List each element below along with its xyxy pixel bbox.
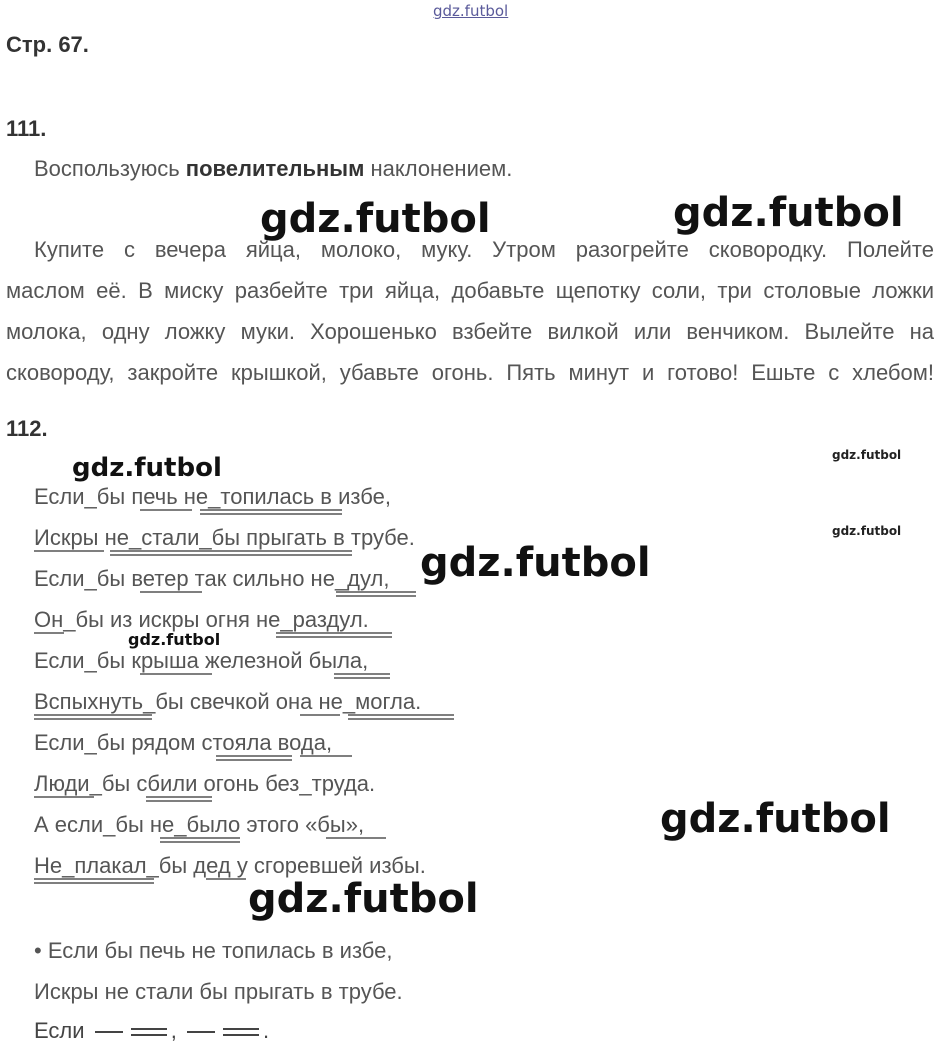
poem-line: Если_бы ветер так сильно не_дул, — [34, 566, 390, 591]
paragraph-line: сковороду, закройте крышкой, убавьте огонь. Пять минут и готово! Ешьте с хлебом! — [6, 360, 934, 385]
scheme-word: Если — [34, 1018, 85, 1043]
predicate-mark — [223, 1028, 259, 1036]
poem-line: Вспыхнуть_бы свечкой она не_могла. — [34, 689, 422, 714]
scheme-line: • Если бы печь не топилась в избе, — [34, 938, 393, 963]
intro-text: наклонением. — [364, 156, 513, 181]
intro-bold: повелительным — [185, 156, 365, 181]
poem-line: Не_плакал_бы дед у сгоревшей избы. — [34, 853, 426, 878]
watermark: gdz.futbol — [260, 196, 491, 242]
paragraph-line: Купите с вечера яйца, молоко, муку. Утром разогрейте сковородку. Полейте — [34, 237, 934, 262]
poem-line: Если_бы печь не_топилась в избе, — [34, 484, 391, 509]
poem-line: Люди_бы сбили огонь без_труда. — [34, 771, 376, 796]
watermark: gdz.futbol — [832, 448, 902, 462]
poem-line: Искры не_стали_бы прыгать в трубе. — [34, 525, 415, 550]
exercise-number: 112. — [6, 416, 48, 441]
paragraph-line: маслом её. В миску разбейте три яйца, добавьте щепотку соли, три столовые ложки — [6, 278, 934, 303]
exercise-number: 111. — [6, 116, 47, 141]
watermark-top: gdz.futbol — [433, 2, 509, 20]
subject-mark — [187, 1031, 215, 1033]
poem-line: Если_бы крыша железной была, — [34, 648, 369, 673]
paragraph-line: молока, одну ложку муки. Хорошенько взбейте вилкой или венчиком. Вылейте на — [6, 319, 934, 344]
poem-line: А если_бы не_было этого «бы», — [34, 812, 365, 837]
watermark: gdz.futbol — [660, 796, 891, 842]
intro-text: Воспользуюсь — [34, 156, 186, 181]
scheme-dot: . — [262, 1018, 270, 1043]
poem-line: Если_бы рядом стояла вода, — [34, 730, 333, 755]
watermark: gdz.futbol — [420, 540, 651, 586]
sentence-scheme — [34, 1018, 269, 1044]
page-label: Стр. 67. — [6, 32, 89, 57]
watermark: gdz.futbol — [673, 190, 904, 236]
predicate-mark — [131, 1028, 167, 1036]
scheme-line: Искры не стали бы прыгать в трубе. — [34, 979, 403, 1004]
watermark: gdz.futbol — [72, 453, 222, 483]
watermark: gdz.futbol — [832, 524, 902, 538]
watermark: gdz.futbol — [128, 630, 221, 649]
poem-line: Он_бы из искры огня не_раздул. — [34, 607, 369, 632]
subject-mark — [95, 1031, 123, 1033]
scheme-comma: , — [170, 1018, 177, 1043]
watermark: gdz.futbol — [248, 876, 479, 922]
